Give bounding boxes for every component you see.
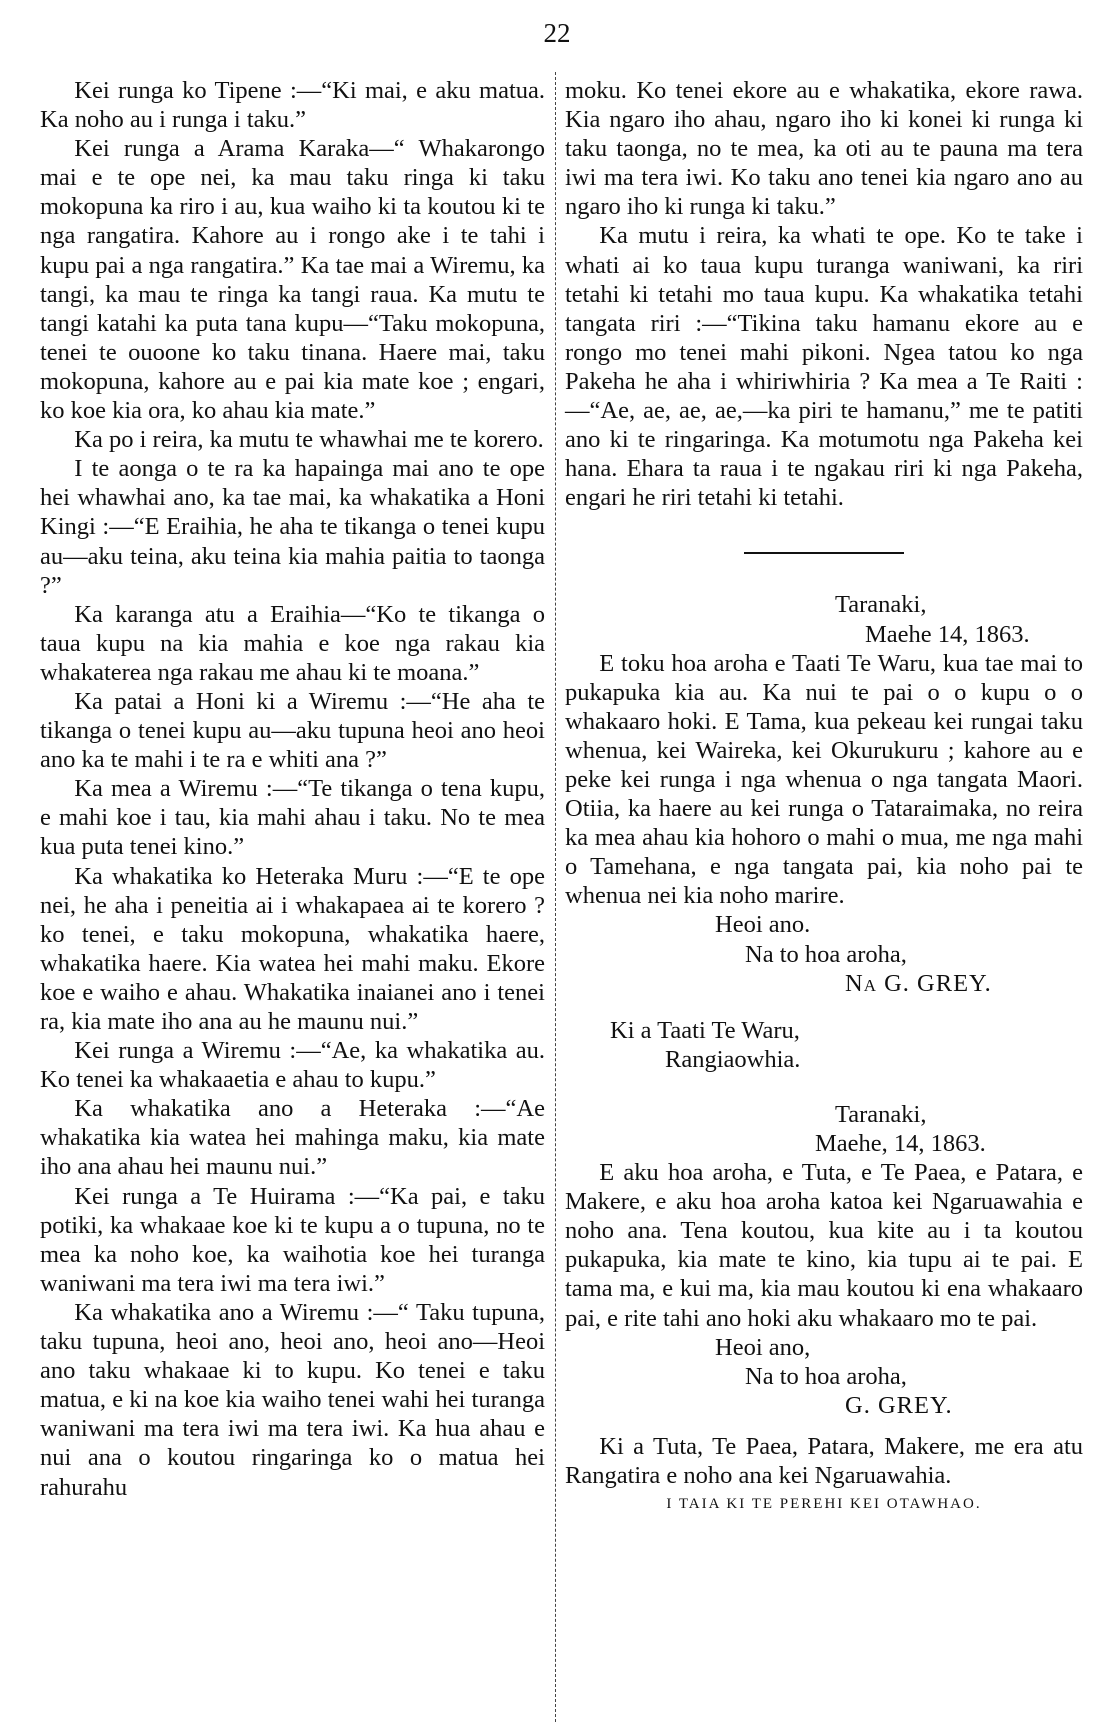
letter-date: Maehe, 14, 1863. (815, 1130, 986, 1157)
letter-addressee-place: Rangiaowhia. (665, 1045, 801, 1073)
paragraph: Kei runga a Wiremu :—“Ae, ka whakatika au. Ko tenei ka whakaaetia e ahau to kupu.” (40, 1037, 545, 1094)
letter-grey-to-taati (565, 590, 1083, 1074)
letter-signature: Na G. GREY. (845, 969, 992, 997)
page-number: 22 (543, 18, 571, 48)
letter-valediction: Na to hoa aroha, (745, 940, 907, 968)
letter-closing: Heoi ano. (715, 911, 811, 939)
paragraph: Kei runga ko Tipene :—“Ki mai, e aku matua. Ka noho au i runga i taku.” (40, 77, 545, 134)
section-rule (744, 552, 904, 554)
paragraph: Ka karanga atu a Eraihia—“Ko te tikanga o taua kupu na kia mahia e koe nga rakau kia whakaterea nga rakau me ahau ki te moana.” (40, 600, 545, 686)
paragraph: Ka patai a Honi ki a Wiremu :—“He aha te tikanga o tenei kupu au—aku tupuna heoi ano heoi ano ka te mahi i te ra e whiti ana ?” (40, 687, 545, 774)
paragraph: Ka mea a Wiremu :—“Te tikanga o tena kupu, e mahi koe i tau, kia mahi ahau i taku. No te mea kua puta tenei kino.” (40, 775, 545, 861)
paragraph: Ka whakatika ano a Heteraka :—“Ae whakatika kia watea hei mahinga maku, kia mate iho ana ahau hei maunu nui.” (40, 1095, 545, 1181)
paragraph: moku. Ko tenei ekore au e whakatika, ekore rawa. Kia ngaro iho ahau, ngaro iho ki konei ki runga ki taku taonga, no te mea, ka oti au te pauna ma tera iwi ma tera iwi. Ko taku ano tenei kia ngaro ano au ngaro iho ki runga ki taku.” (565, 77, 1083, 221)
imprint-line: I TAIA KI TE PEREHI KEI OTAWHAO. (666, 1496, 982, 1513)
right-column (565, 76, 1083, 1519)
paragraph: Kei runga a Arama Karaka—“ Whakarongo mai e te ope nei, ka mau taku ringa ki taku mokopuna ka riro i au, kua waiho ki ta koutou ki te nga rangatira. Kahore au i rongo ake i te tahi i kupu pai a nga rangatira.” Ka tae mai a Wiremu, ka tangi, ka mau te ringa ka tangi raua. Ka mutu te tangi katahi ka puta tana kupu—“Taku mokopuna, tenei te ouoone ko taku tinana. Haere mai, taku mokopuna, kahore au e pai kia mate koe ; engari, ko koe kia ora, ko ahau kia mate.” (40, 135, 545, 425)
letter-valediction: Na to hoa aroha, (745, 1362, 907, 1390)
letter-place: Taranaki, (835, 591, 927, 619)
left-column (40, 76, 545, 1502)
letter-signature: G. GREY. (845, 1391, 953, 1419)
letter-place: Taranaki, (835, 1100, 927, 1128)
letter-addressee: Ki a Tuta, Te Paea, Patara, Makere, me era atu Rangatira e noho ana kei Ngaruawahia. (565, 1432, 1083, 1490)
paragraph: Ka whakatika ko Heteraka Muru :—“E te ope nei, he aha i peneitia ai i whakapaea ai te korero ? ko tenei, e taku mokopuna, whakatika haere, whakatika haere. Kia watea hei mahi maku. Ekore koe e waiho e ahau. Whakatika inaianei ano i tenei ra, kia mate iho ana au he maunu nui.” (40, 862, 545, 1035)
letter-body: E aku hoa aroha, e Tuta, e Te Paea, e Patara, e Makere, e aku hoa aroha katoa kei Ngaruawahia e noho ana. Tena koutou, kua kite au i ta koutou pukapuka, kia mate te kino, kia tupu ai te pai. E tama ma, e kui ma, kia mau koutou ki ena whakaaro pai, e rite tahi ano hoki aku whakaaro mo te pai. (565, 1159, 1083, 1332)
letter-grey-to-ngaruawahia (565, 1100, 1083, 1490)
paragraph: Kei runga a Te Huirama :—“Ka pai, e taku potiki, ka whakaae koe ki te kupu a o tupuna, no te mea ka noho koe, ka waihotia koe hei turanga waniwani ma tera iwi ma tera iwi.” (40, 1182, 545, 1297)
letter-body: E toku hoa aroha e Taati Te Waru, kua tae mai to pukapuka kia au. Ka nui te pai o o kupu o o whakaaro hoki. E Tama, kua pekeau kei rungai taku whenua, kei Waireka, kei Okurukuru ; kahore au e peke kei runga i nga whenua o nga tangata Maori. Otiia, ka haere au kei runga o Tataraimaka, no reira ka mea ahau kia hohoro o mahi o mua, me nga mahi o Tamehana, e nga tangata pai, kia noho pai te whenua nei kia noho marire. (565, 649, 1083, 910)
letter-addressee: Ki a Taati Te Waru, (610, 1016, 800, 1044)
paragraph: Ka po i reira, ka mutu te whawhai me te korero. (74, 426, 544, 454)
paragraph: Ka whakatika ano a Wiremu :—“ Taku tupuna, taku tupuna, heoi ano, heoi ano, heoi ano—Heoi ano taku whakaae ki to kupu. Ko tenei e taku matua, e ki na koe kia waiho tenei wahi hei turanga waniwani ma tera iwi ma tera iwi. Ka hua ahau e nui ana o koutou ringaringa ko o matua hei rahurahu (40, 1298, 545, 1501)
paragraph: I te aonga o te ra ka hapainga mai ano te ope hei whawhai ano, ka tae mai, ka whakatika a Honi Kingi :—“E Eraihia, he aha te tikanga o tenei kupu au—aku teina, aku teina kia mahia paitia to taonga ?” (40, 455, 545, 599)
column-divider (555, 72, 556, 1722)
paragraph: Ka mutu i reira, ka whati te ope. Ko te take i whati ai ko taua kupu turanga waniwani, ka riri tetahi ki tetahi mo taua kupu. Ka whakatika tetahi tangata riri :—“Tikina taku hamanu ekore au e rongo mo tenei mahi pikoni. Ngea tatou ko nga Pakeha he aha i whiriwhiria ? Ka mea a Te Raiti :—“Ae, ae, ae, ae,—ka piri te hamanu,” me te patiti ano ki te ringaringa. Ka motumotu nga Pakeha kei hana. Ehara ta raua i te ngakau riri ki nga Pakeha, engari he riri tetahi ki tetahi. (565, 222, 1083, 512)
letter-closing: Heoi ano, (715, 1333, 811, 1361)
letter-date: Maehe 14, 1863. (865, 620, 1030, 648)
